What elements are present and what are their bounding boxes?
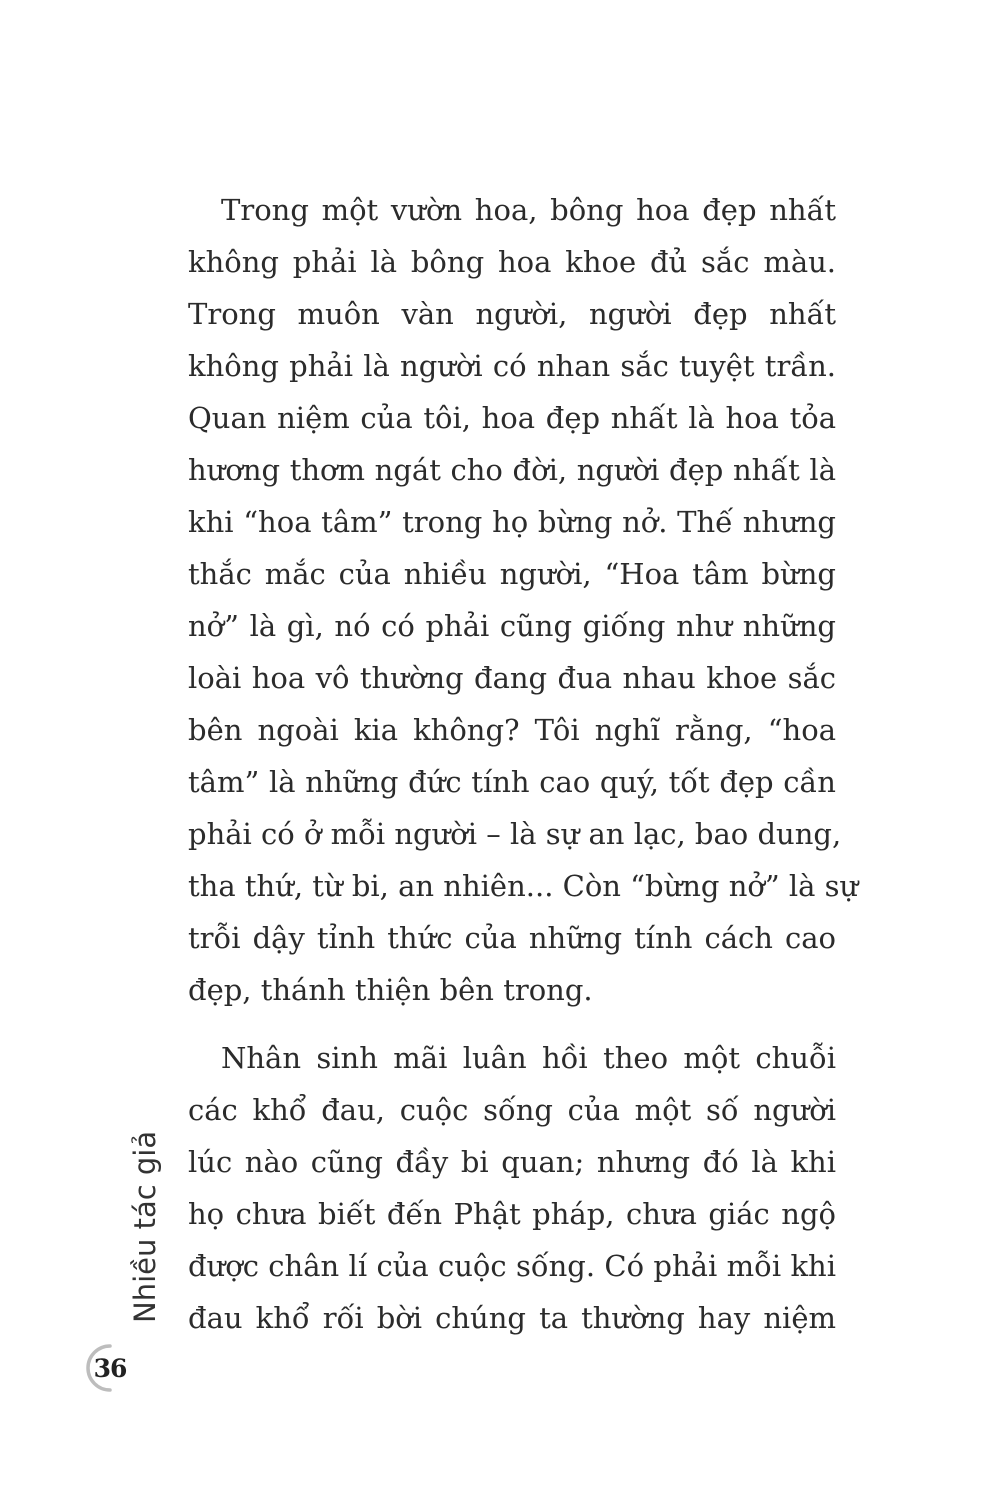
- text-line: phải có ở mỗi người – là sự an lạc, bao dung,: [188, 817, 842, 851]
- author-label: Nhiều tác giả: [128, 1130, 162, 1323]
- text-line: đẹp, thánh thiện bên trong.: [188, 973, 593, 1007]
- text-line: không phải là người có nhan sắc tuyệt trần.: [188, 349, 836, 383]
- text-line: đau khổ rối bời chúng ta thường hay niệm: [188, 1301, 836, 1335]
- body-text: [188, 184, 859, 1344]
- text-line: Nhân sinh mãi luân hồi theo một chuỗi: [221, 1041, 836, 1075]
- page-number: 36: [93, 1353, 127, 1383]
- text-line: các khổ đau, cuộc sống của một số người: [188, 1093, 836, 1127]
- paragraph-1: [188, 184, 859, 1016]
- text-line: trỗi dậy tỉnh thức của những tính cách cao: [188, 921, 836, 955]
- text-line: được chân lí của cuộc sống. Có phải mỗi khi: [188, 1249, 836, 1283]
- text-line: họ chưa biết đến Phật pháp, chưa giác ngộ: [188, 1197, 836, 1231]
- text-line: Trong muôn vàn người, người đẹp nhất: [188, 297, 836, 331]
- paragraph-2: [188, 1032, 836, 1344]
- text-line: loài hoa vô thường đang đua nhau khoe sắc: [188, 661, 836, 695]
- text-line: không phải là bông hoa khoe đủ sắc màu.: [188, 245, 836, 279]
- text-line: tâm” là những đức tính cao quý, tốt đẹp cần: [188, 765, 836, 799]
- text-line: lúc nào cũng đầy bi quan; nhưng đó là khi: [188, 1145, 836, 1179]
- text-line: Quan niệm của tôi, hoa đẹp nhất là hoa tỏa: [188, 401, 836, 435]
- text-line: bên ngoài kia không? Tôi nghĩ rằng, “hoa: [188, 713, 836, 747]
- text-line: khi “hoa tâm” trong họ bừng nở. Thế nhưng: [188, 505, 836, 539]
- text-line: tha thứ, từ bi, an nhiên... Còn “bừng nở” là sự: [188, 869, 859, 903]
- text-line: thắc mắc của nhiều người, “Hoa tâm bừng: [188, 557, 836, 591]
- text-line: nở” là gì, nó có phải cũng giống như những: [188, 609, 836, 643]
- text-line: Trong một vườn hoa, bông hoa đẹp nhất: [221, 193, 836, 227]
- page-number-badge: [82, 1340, 138, 1396]
- text-line: hương thơm ngát cho đời, người đẹp nhất là: [188, 453, 836, 487]
